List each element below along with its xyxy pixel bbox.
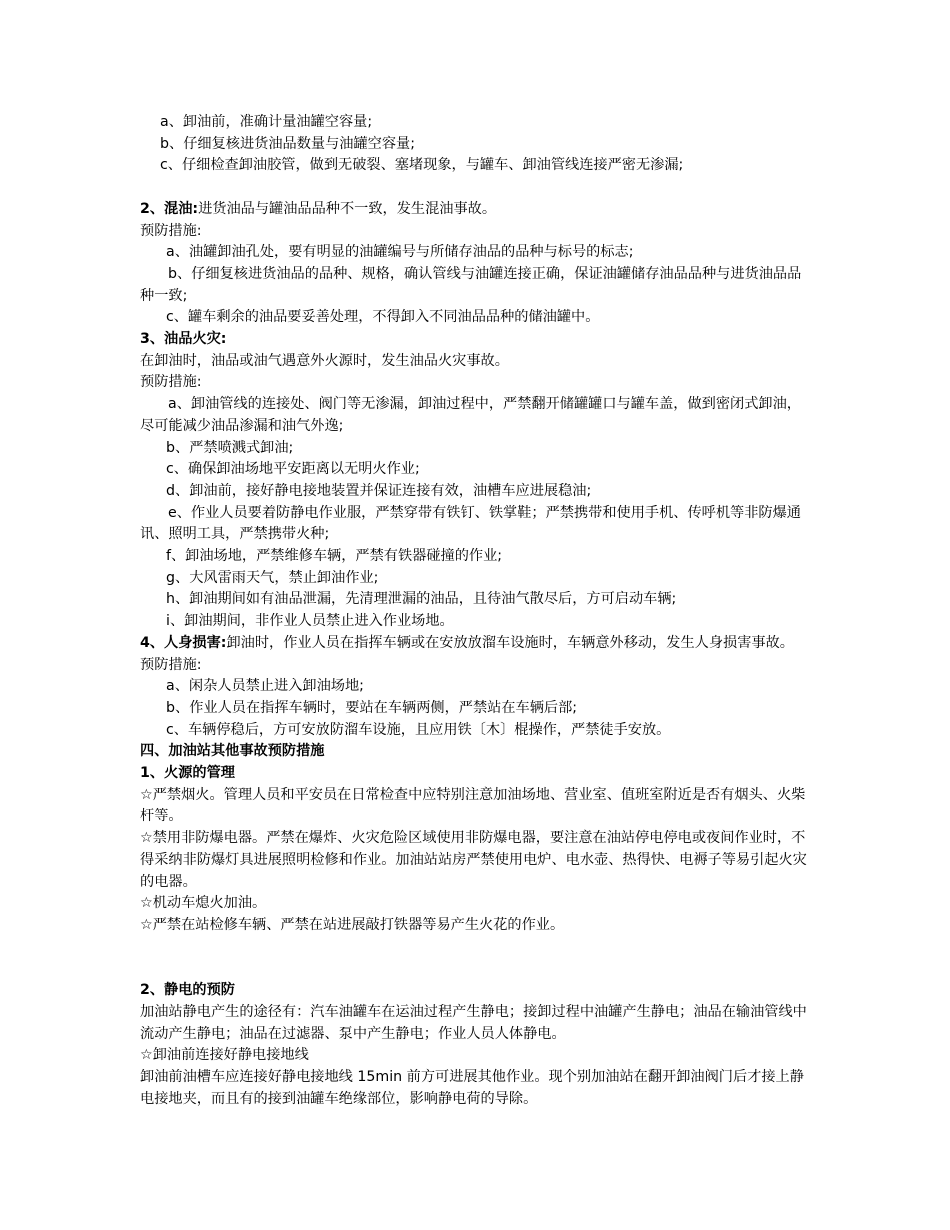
text-line: i、卸油期间，非作业人员禁止进入作业场地。 [166,613,454,630]
section-heading: 4、人身损害: [140,634,227,651]
paragraph: ☆严禁在站检修车辆、严禁在站进展敲打铁器等易产生火花的作业。 [140,917,565,933]
paragraph: ☆禁用非防爆电器。严禁在爆炸、火灾危险区域使用非防爆电器，要注意在油站停电停电或夜间作业时，不得采纳非防爆灯具进展照明检修和作业。加油站站房严禁使用电炉、电水壶、热得快、电褥子等易引起火灾的电器。 [140,830,807,890]
text-line: d、卸油前，接好静电接地装置并保证连接有效，油槽车应进展稳油; [166,482,592,499]
text-line: b、仔细复核进货油品的品种、规格，确认管线与油罐连接正确，保证油罐储存油品品种与进货油品品种一致; [140,265,802,304]
text-line: 预防措施: [140,656,202,673]
section-heading: 四、加油站其他事故预防措施 [140,743,325,760]
paragraph [140,199,812,221]
text-line: e、作业人员要着防静电作业服，严禁穿带有铁钉、铁掌鞋；严禁携带和使用手机、传呼机等非防爆通讯、照明工具，严禁携带火种; [140,504,801,543]
document-page [140,112,812,1110]
text-line: c、确保卸油场地平安距离以无明火作业; [166,461,420,478]
text-line: b、仔细复核进货油品数量与油罐空容量; [160,135,415,152]
text-line: 预防措施: [140,374,202,391]
section-heading: 1、火源的管理 [140,765,235,782]
text-span: 进货油品与罐油品品种不一致，发生混油事故。 [198,200,497,217]
text-line: b、严禁喷溅式卸油; [166,439,294,456]
text-line: b、作业人员在指挥车辆时，要站在车辆两侧，严禁站在车辆后部; [166,699,578,716]
text-line: a、油罐卸油孔处，要有明显的油罐编号与所储存油品的品种与标号的标志; [166,244,634,261]
spacer [140,937,812,980]
text-line: a、闲杂人员禁止进入卸油场地; [166,678,364,695]
text-line: c、罐车剩余的油品要妥善处理，不得卸入不同油品品种的储油罐中。 [166,309,600,326]
paragraph: ☆卸油前连接好静电接地线 [140,1047,309,1064]
text-line: 在卸油时，油品或油气遇意外火源时，发生油品火灾事故。 [140,352,509,369]
text-line: a、卸油管线的连接处、阀门等无渗漏，卸油过程中，严禁翻开储罐罐口与罐车盖，做到密闭式卸油，尽可能减少油品渗漏和油气外逸; [140,396,801,434]
spacer [140,177,812,199]
paragraph: ☆机动车熄火加油。 [140,895,267,912]
text-line: c、仔细检查卸油胶管，做到无破裂、塞堵现象，与罐车、卸油管线连接严密无渗漏; [160,157,684,174]
text-line: f、卸油场地，严禁维修车辆，严禁有铁器碰撞的作业; [166,548,503,565]
text-line: h、卸油期间如有油品泄漏，先清理泄漏的油品，且待油气散尽后，方可启动车辆; [166,591,677,608]
text-span: 卸油时，作业人员在指挥车辆或在安放放溜车设施时，车辆意外移动，发生人身损害事故。 [226,634,794,651]
section-heading: 3、油品火灾: [140,331,227,348]
text-line: 预防措施: [140,222,202,239]
paragraph: 卸油前油槽车应连接好静电接地线 15min 前方可进展其他作业。现个别加油站在翻开卸油阀门后才接上静电接地夹，而且有的接到油罐车绝缘部位，影响静电荷的导除。 [140,1068,804,1107]
text-line: c、车辆停稳后，方可安放防溜车设施，且应用铁〔木〕棍操作，严禁徒手安放。 [166,721,671,738]
paragraph: 加油站静电产生的途径有：汽车油罐车在运油过程产生静电；接卸过程中油罐产生静电；油品在输油管线中流动产生静电；油品在过滤器、泵中产生静电；作业人员人体静电。 [140,1003,807,1042]
section-heading: 2、混油: [140,200,199,217]
text-line: a、卸油前，准确计量油罐空容量; [160,114,373,130]
text-line: g、大风雷雨天气，禁止卸油作业; [166,569,379,586]
section-heading: 2、静电的预防 [140,982,235,999]
paragraph [140,633,812,655]
paragraph: ☆严禁烟火。管理人员和平安员在日常检查中应特别注意加油场地、营业室、值班室附近是否有烟头、火柴杆等。 [140,786,806,825]
